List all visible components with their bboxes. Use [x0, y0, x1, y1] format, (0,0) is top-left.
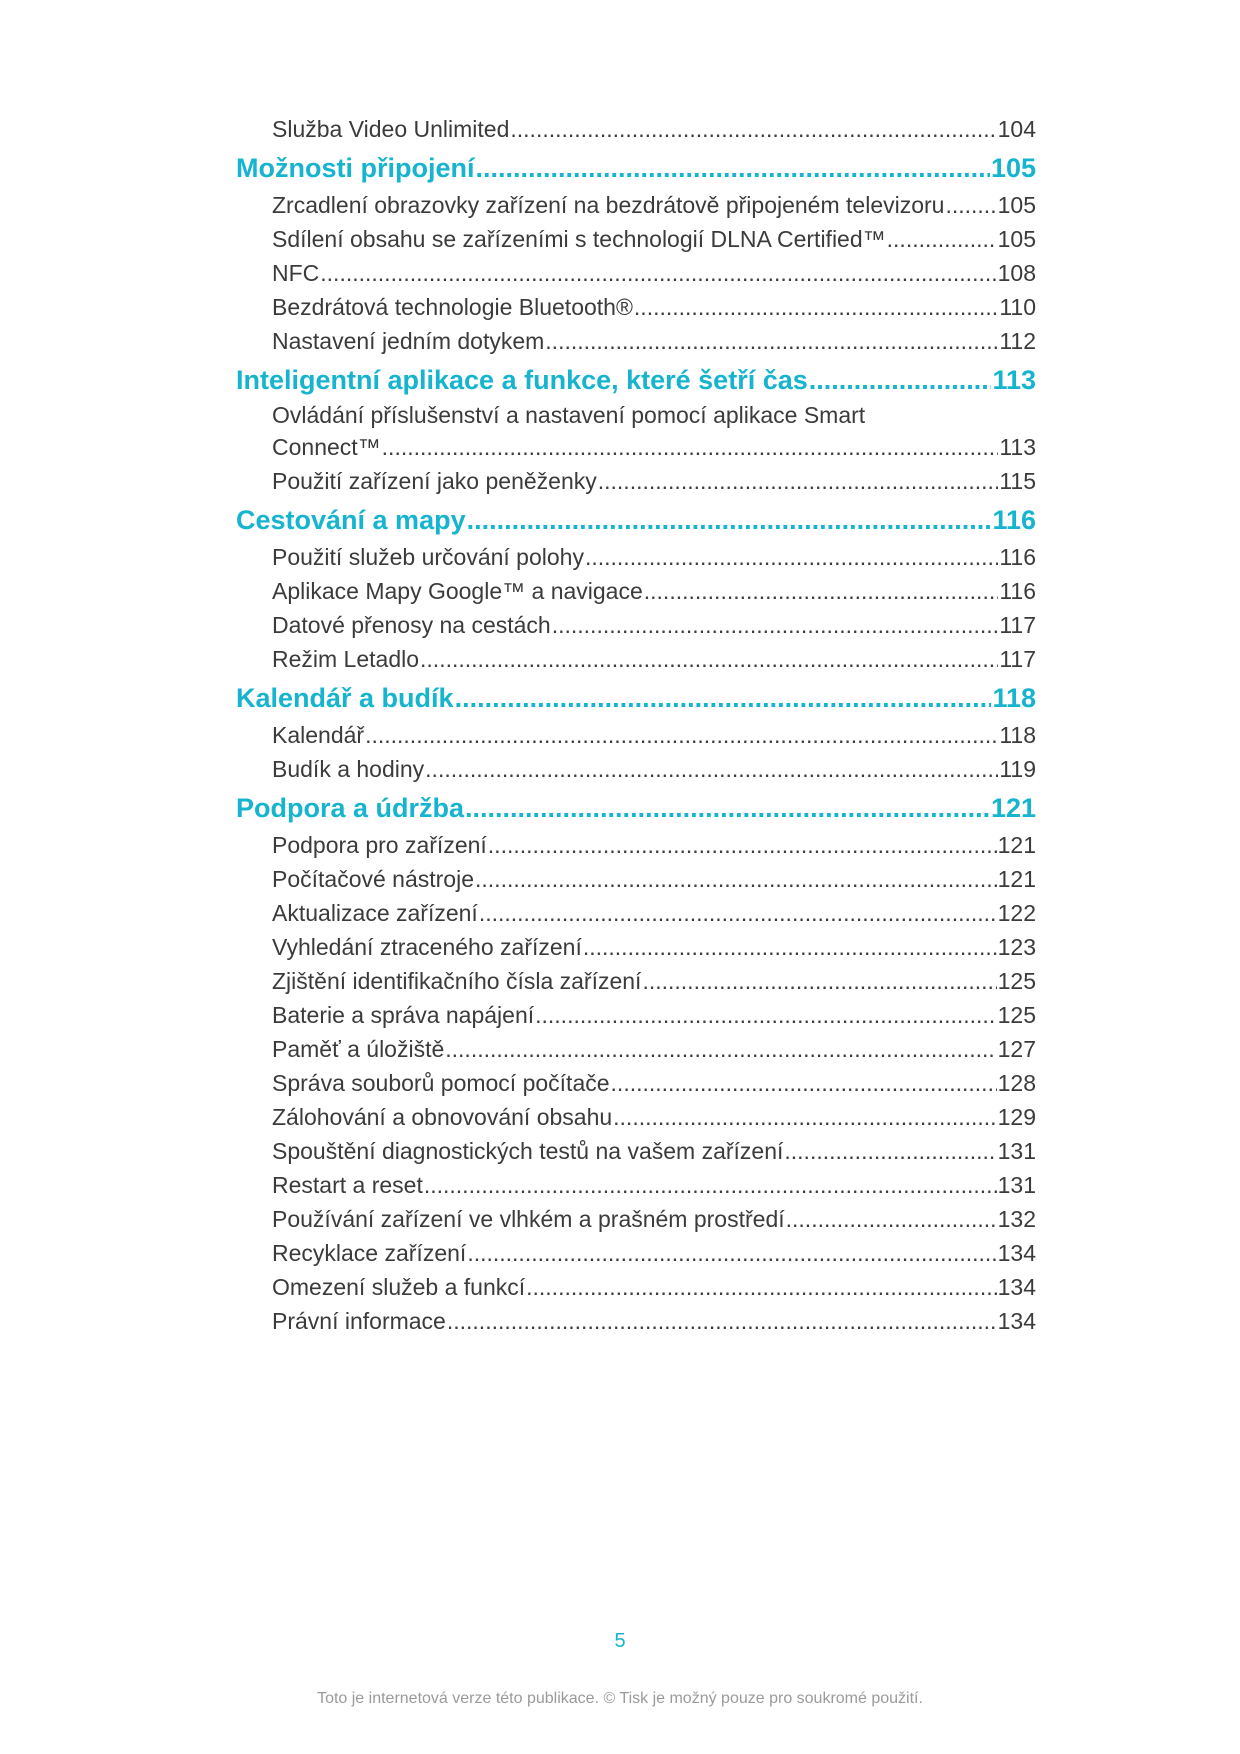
toc-leader-dots — [445, 1032, 996, 1066]
toc-leader-dots — [786, 1202, 997, 1236]
toc-page-number: 117 — [999, 612, 1036, 638]
toc-entry-title: Kalendář a budík — [236, 683, 454, 713]
toc-entry[interactable] — [236, 222, 1036, 256]
toc-entry-title: Režim Letadlo — [272, 646, 420, 672]
toc-entry[interactable] — [236, 290, 1036, 324]
toc-entry-title: Datové přenosy na cestách — [272, 612, 551, 638]
toc-entry[interactable] — [236, 1032, 1036, 1066]
toc-page-number: 112 — [999, 328, 1036, 354]
footer-notice: Toto je internetová verze této publikace. © Tisk je možný pouze pro soukromé použití. — [317, 1690, 923, 1707]
toc-leader-dots — [320, 256, 996, 290]
toc-leader-dots — [535, 998, 997, 1032]
toc-chapter[interactable] — [236, 362, 1036, 398]
toc-entry-title: Možnosti připojení — [236, 153, 475, 183]
toc-entry[interactable] — [236, 718, 1036, 752]
toc-page-number: 108 — [997, 260, 1036, 286]
toc-leader-dots — [809, 362, 992, 398]
toc-entry-title: Vyhledání ztraceného zařízení — [272, 934, 582, 960]
toc-entry[interactable] — [236, 608, 1036, 642]
toc-leader-dots — [598, 464, 999, 498]
toc-entry[interactable] — [236, 1168, 1036, 1202]
toc-chapter[interactable] — [236, 790, 1036, 826]
toc-leader-dots — [526, 1270, 997, 1304]
toc-entry-title: Aplikace Mapy Google™ a navigace — [272, 578, 643, 604]
toc-leader-dots — [585, 540, 998, 574]
toc-entry[interactable] — [236, 642, 1036, 676]
toc-page-number: 116 — [992, 505, 1036, 535]
toc-entry[interactable] — [236, 1066, 1036, 1100]
toc-page-number: 113 — [992, 365, 1036, 395]
toc-entry-title: Recyklace zařízení — [272, 1240, 467, 1266]
toc-entry[interactable] — [236, 540, 1036, 574]
toc-entry-title: Nastavení jedním dotykem — [272, 328, 545, 354]
toc-entry[interactable] — [236, 1304, 1036, 1338]
toc-page-number: 121 — [997, 866, 1036, 892]
toc-leader-dots — [365, 718, 998, 752]
toc-leader-dots — [583, 930, 997, 964]
toc-entry-title: Inteligentní aplikace a funkce, které šetří čas — [236, 365, 808, 395]
toc-leader-dots — [455, 680, 992, 716]
toc-entry-title: NFC — [272, 260, 320, 286]
toc-page-number: 105 — [990, 153, 1036, 183]
toc-leader-dots — [467, 502, 992, 538]
toc-entry-title: Baterie a správa napájení — [272, 1002, 535, 1028]
toc-page-number: 115 — [999, 468, 1036, 494]
toc-leader-dots — [475, 150, 989, 186]
toc-entry[interactable] — [236, 930, 1036, 964]
toc-entry[interactable] — [236, 1134, 1036, 1168]
toc-entry[interactable] — [236, 256, 1036, 290]
toc-page-number: 134 — [997, 1308, 1036, 1334]
toc-entry-title: Sdílení obsahu se zařízeními s technologií DLNA Certified™ — [272, 226, 886, 252]
toc-chapter[interactable] — [236, 680, 1036, 716]
toc-page-number: 116 — [999, 578, 1036, 604]
toc-leader-dots — [424, 1168, 997, 1202]
toc-entry[interactable] — [236, 1236, 1036, 1270]
toc-entry[interactable] — [236, 896, 1036, 930]
toc-entry[interactable] — [236, 862, 1036, 896]
toc-leader-dots — [545, 324, 998, 358]
toc-page-number: 132 — [997, 1206, 1036, 1232]
toc-entry-title: Použití služeb určování polohy — [272, 544, 584, 570]
toc-leader-dots — [447, 1304, 997, 1338]
toc-leader-dots — [467, 1236, 996, 1270]
toc-entry-title: Restart a reset — [272, 1172, 423, 1198]
toc-page-number: 125 — [997, 968, 1036, 994]
toc-entry[interactable] — [236, 752, 1036, 786]
toc-entry[interactable] — [236, 1100, 1036, 1134]
toc-leader-dots — [475, 862, 997, 896]
toc-leader-dots — [465, 790, 990, 826]
toc-entry-title: Používání zařízení ve vlhkém a prašném prostředí — [272, 1206, 785, 1232]
toc-entry-title: Cestování a mapy — [236, 505, 466, 535]
toc-leader-dots — [382, 430, 999, 464]
toc-entry-title: Počítačové nástroje — [272, 866, 475, 892]
toc-chapter[interactable] — [236, 502, 1036, 538]
toc-entry[interactable] — [236, 574, 1036, 608]
toc-page-number: 119 — [999, 756, 1036, 782]
toc-page-number: 131 — [997, 1172, 1036, 1198]
toc-page-number: 117 — [999, 646, 1036, 672]
toc-page-number: 127 — [997, 1036, 1036, 1062]
toc-entry[interactable] — [236, 998, 1036, 1032]
toc-chapter[interactable] — [236, 150, 1036, 186]
toc-leader-dots — [479, 896, 997, 930]
toc-page-number: 121 — [997, 832, 1036, 858]
toc-page-number: 118 — [992, 683, 1036, 713]
toc-leader-dots — [642, 964, 996, 998]
toc-leader-dots — [488, 828, 997, 862]
toc-entry[interactable] — [236, 112, 1036, 146]
toc-entry-continued[interactable]: Ovládání příslušenství a nastavení pomocí aplikace Smart — [272, 402, 866, 428]
toc-entry[interactable] — [236, 464, 1036, 498]
toc-entry-title: Paměť a úložiště — [272, 1036, 445, 1062]
toc-entry-title: Právní informace — [272, 1308, 446, 1334]
toc-entry-title: Budík a hodiny — [272, 756, 425, 782]
toc-page-number: 104 — [997, 116, 1036, 142]
toc-page-number: 118 — [999, 722, 1036, 748]
table-of-contents — [236, 112, 1036, 1338]
toc-entry-title: Zálohování a obnovování obsahu — [272, 1104, 613, 1130]
toc-leader-dots — [552, 608, 999, 642]
toc-entry-title: Podpora pro zařízení — [272, 832, 487, 858]
toc-page-number: 131 — [997, 1138, 1036, 1164]
toc-page-number: 134 — [997, 1274, 1036, 1300]
toc-entry[interactable] — [236, 324, 1036, 358]
toc-page-number: 116 — [999, 544, 1036, 570]
toc-entry-title: Omezení služeb a funkcí — [272, 1274, 526, 1300]
toc-entry-title: Zjištění identifikačního čísla zařízení — [272, 968, 642, 994]
toc-entry[interactable] — [236, 828, 1036, 862]
toc-leader-dots — [611, 1066, 997, 1100]
toc-entry-title: Podpora a údržba — [236, 793, 465, 823]
toc-entry[interactable] — [236, 1202, 1036, 1236]
toc-entry-title: Aktualizace zařízení — [272, 900, 478, 926]
toc-entry-title: Správa souborů pomocí počítače — [272, 1070, 610, 1096]
toc-leader-dots — [784, 1134, 996, 1168]
toc-entry-title: Bezdrátová technologie Bluetooth® — [272, 294, 633, 320]
toc-entry[interactable] — [236, 188, 1036, 222]
toc-page-number: 125 — [997, 1002, 1036, 1028]
toc-entry-title: Connect™ — [272, 434, 381, 460]
toc-leader-dots — [945, 188, 996, 222]
toc-entry-title: Spouštění diagnostických testů na vašem zařízení — [272, 1138, 784, 1164]
toc-leader-dots — [887, 222, 997, 256]
toc-page-number: 122 — [997, 900, 1036, 926]
toc-page-number: 134 — [997, 1240, 1036, 1266]
toc-entry[interactable] — [236, 964, 1036, 998]
toc-leader-dots — [613, 1100, 996, 1134]
toc-leader-dots — [634, 290, 998, 324]
page-number: 5 — [614, 1630, 626, 1652]
toc-entry-title: Zrcadlení obrazovky zařízení na bezdrátově připojeném televizoru — [272, 192, 945, 218]
toc-page-number: 129 — [997, 1104, 1036, 1130]
toc-leader-dots — [510, 112, 996, 146]
toc-page-number: 121 — [990, 793, 1036, 823]
toc-entry-title: Kalendář — [272, 722, 365, 748]
toc-page-number: 110 — [999, 294, 1036, 320]
toc-page-number: 105 — [997, 192, 1036, 218]
toc-page-number: 105 — [997, 226, 1036, 252]
toc-page-number: 128 — [997, 1070, 1036, 1096]
toc-leader-dots — [644, 574, 999, 608]
toc-entry[interactable] — [236, 1270, 1036, 1304]
toc-leader-dots — [420, 642, 998, 676]
toc-entry-title: Použití zařízení jako peněženky — [272, 468, 597, 494]
toc-leader-dots — [425, 752, 998, 786]
toc-entry[interactable] — [236, 430, 1036, 464]
toc-page-number: 113 — [999, 434, 1036, 460]
toc-page-number: 123 — [997, 934, 1036, 960]
toc-entry-title: Služba Video Unlimited — [272, 116, 510, 142]
